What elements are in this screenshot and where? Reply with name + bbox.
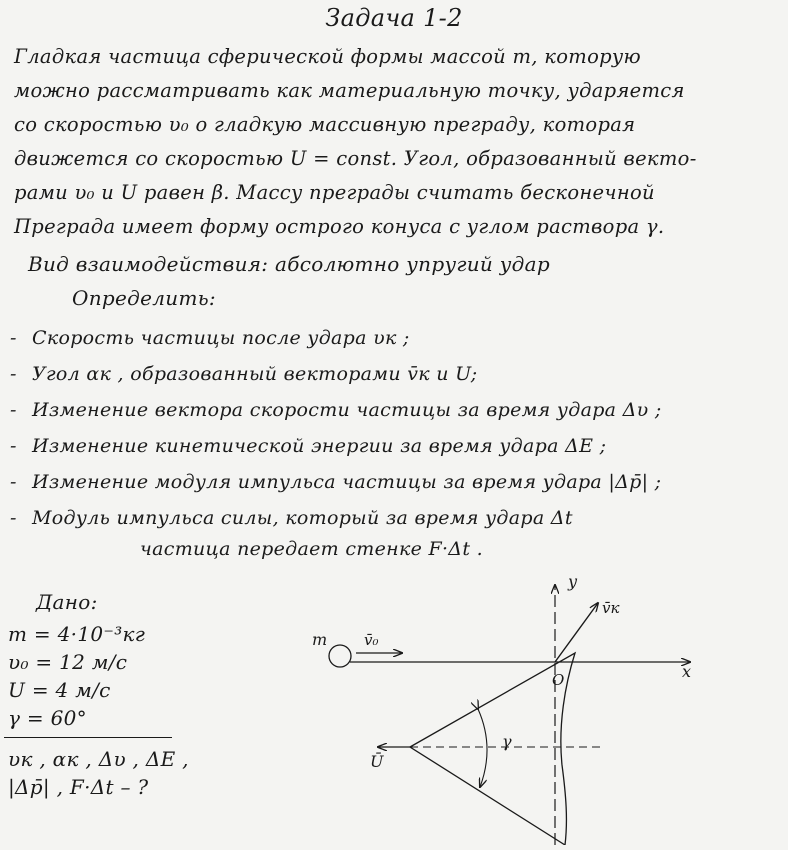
given-divider: [4, 737, 172, 738]
particle: [329, 645, 351, 667]
task-item: [10, 464, 780, 500]
given-item: U = 4 м/с: [8, 678, 111, 702]
problem-line: Гладкая частица сферической формы массой m, которую: [14, 45, 641, 68]
task-text: Изменение вектора скорости частицы за время удара Δυ ;: [32, 399, 662, 421]
given-heading: Дано:: [36, 590, 98, 614]
task-item: [10, 392, 780, 428]
problem-statement: [14, 40, 779, 244]
origin-label: O: [552, 671, 565, 689]
bullet-dash: -: [10, 507, 17, 529]
task-text: Изменение кинетической энергии за время удара ΔE ;: [32, 435, 607, 457]
bullet-dash: -: [10, 399, 17, 421]
task-text: Скорость частицы после удара υк ;: [32, 327, 410, 349]
find-list: [8, 745, 189, 801]
given-item: υ₀ = 12 м/с: [8, 650, 128, 674]
given-list: [8, 620, 145, 732]
initial-velocity-label: v̄₀: [364, 631, 379, 649]
problem-line: можно рассматривать как материальную точку, ударяется: [14, 79, 685, 102]
task-text: Изменение модуля импульса частицы за время удара |Δp̄| ;: [32, 471, 662, 493]
cone-barrier: [410, 653, 575, 845]
bullet-dash: -: [10, 327, 17, 349]
given-item: γ = 60°: [8, 706, 87, 730]
final-velocity-vector: [555, 603, 598, 662]
find-item: υк , αк , Δυ , ΔE ,: [8, 747, 189, 771]
interaction-type: Вид взаимодействия: абсолютно упругий удар: [28, 252, 550, 276]
task-list: [10, 320, 780, 562]
bullet-dash: -: [10, 435, 17, 457]
problem-title: Задача 1-2: [325, 4, 463, 32]
task-continuation: частица передает стенке F·Δt .: [140, 538, 483, 560]
x-axis-label: x: [682, 662, 692, 681]
task-text: Модуль импульса силы, который за время удара Δt: [32, 507, 573, 529]
task-item: [10, 356, 780, 392]
angle-arc: [478, 709, 487, 787]
find-item: |Δp̄| , F·Δt – ?: [8, 775, 149, 799]
given-item: m = 4·10⁻³кг: [8, 622, 146, 646]
task-item: [10, 428, 780, 464]
problem-line: Преграда имеет форму острого конуса с углом раствора γ.: [14, 215, 665, 238]
cone-collision-diagram: [290, 565, 730, 845]
bullet-dash: -: [10, 363, 17, 385]
bullet-dash: -: [10, 471, 17, 493]
barrier-velocity-label: Ū: [370, 752, 384, 771]
particle-label: m: [312, 630, 328, 649]
task-item: [10, 320, 780, 356]
final-velocity-label: v̄к: [602, 599, 620, 617]
problem-line: со скоростью υ₀ о гладкую массивную преграду, которая: [14, 113, 636, 136]
y-axis-label: y: [568, 572, 578, 591]
determine-heading: Определить:: [72, 286, 216, 310]
task-item: [10, 500, 780, 536]
problem-line: рами υ₀ и U равен β. Массу преграды считать бесконечной: [14, 181, 655, 204]
task-text: Угол αк , образованный векторами v̄к и U;: [32, 363, 478, 385]
angle-label: γ: [502, 732, 512, 751]
problem-line: движется со скоростью U = const. Угол, образованный векто-: [14, 147, 697, 170]
